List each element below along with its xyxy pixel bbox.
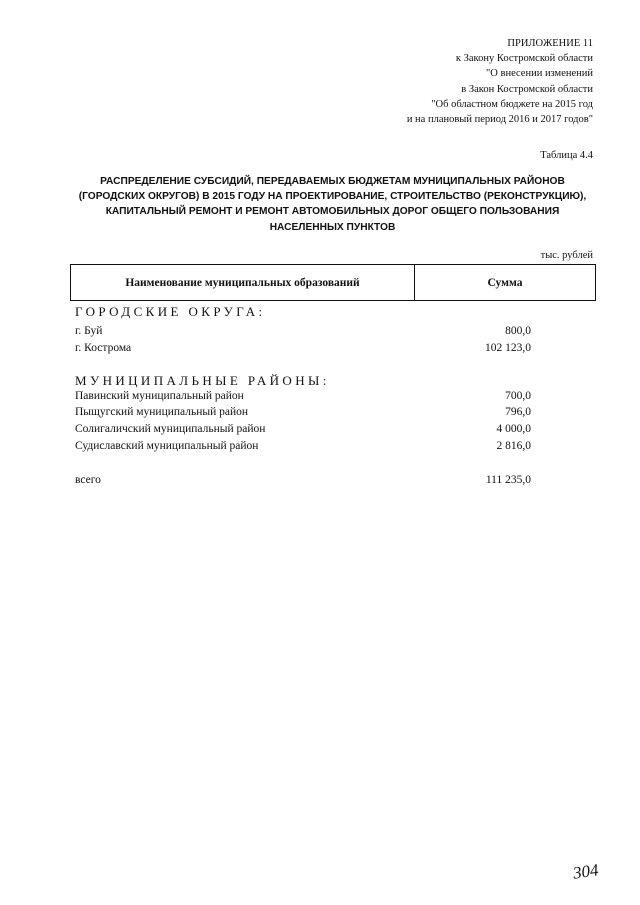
- table-row: [75, 342, 555, 359]
- column-header-sum: Сумма: [487, 276, 523, 289]
- appendix-line: к Закону Костромской области: [455, 53, 593, 65]
- row-name: Пыщугский муниципальный район: [75, 406, 249, 418]
- row-amount: 796,0: [505, 406, 531, 418]
- table-row: [75, 325, 555, 342]
- section-label-municipal-districts: МУНИЦИПАЛЬНЫЕ РАЙОНЫ:: [75, 373, 330, 388]
- row-name: Солигаличский муниципальный район: [75, 423, 266, 435]
- total-amount: 111 235,0: [485, 474, 531, 486]
- table-row: [75, 440, 555, 457]
- column-header-name: Наименование муниципальных образований: [71, 265, 415, 300]
- appendix-line: ПРИЛОЖЕНИЕ 11: [507, 38, 593, 49]
- table-header: [70, 264, 596, 301]
- row-amount: 700,0: [505, 390, 531, 402]
- total-label: всего: [75, 474, 101, 486]
- row-amount: 2 816,0: [496, 440, 531, 452]
- row-amount: 800,0: [505, 325, 531, 337]
- row-name: г. Буй: [75, 325, 103, 337]
- row-name: Павинский муниципальный район: [75, 390, 244, 402]
- units-label: тыс. рублей: [540, 250, 593, 261]
- table-number: Таблица 4.4: [540, 150, 593, 161]
- appendix-line: и на плановый период 2016 и 2017 годов": [406, 114, 593, 126]
- total-row: [75, 474, 555, 491]
- section-label-city-districts: ГОРОДСКИЕ ОКРУГА:: [75, 304, 266, 319]
- row-name: Судиславский муниципальный район: [75, 440, 259, 452]
- appendix-header: [407, 36, 593, 127]
- row-amount: 102 123,0: [485, 342, 531, 354]
- appendix-line: в Закон Костромской области: [461, 83, 593, 95]
- table-row: [75, 390, 555, 407]
- row-name: г. Кострома: [75, 342, 132, 354]
- table-row: [75, 423, 555, 440]
- appendix-line: "Об областном бюджете на 2015 год: [431, 98, 593, 110]
- document-title: РАСПРЕДЕЛЕНИЕ СУБСИДИЙ, ПЕРЕДАВАЕМЫХ БЮДЖЕТАМ МУНИЦИПАЛЬНЫХ РАЙОНОВ (ГОРОДСКИХ ОКРУГОВ) В 2015 ГОДУ НА ПРОЕКТИРОВАНИЕ, СТРОИТЕЛЬСТВО (РЕКОНСТРУКЦИЮ), КАПИТАЛЬНЫЙ РЕМОНТ И РЕМОНТ АВТОМОБИЛЬНЫХ ДОРОГ ОБЩЕГО ПОЛЬЗОВАНИЯ НАСЕЛЕННЫХ ПУНКТОВ: [78, 176, 587, 233]
- table-row: [75, 406, 555, 423]
- appendix-line: "О внесении изменений: [486, 68, 593, 80]
- row-amount: 4 000,0: [496, 423, 531, 435]
- page-number: 304: [571, 860, 600, 883]
